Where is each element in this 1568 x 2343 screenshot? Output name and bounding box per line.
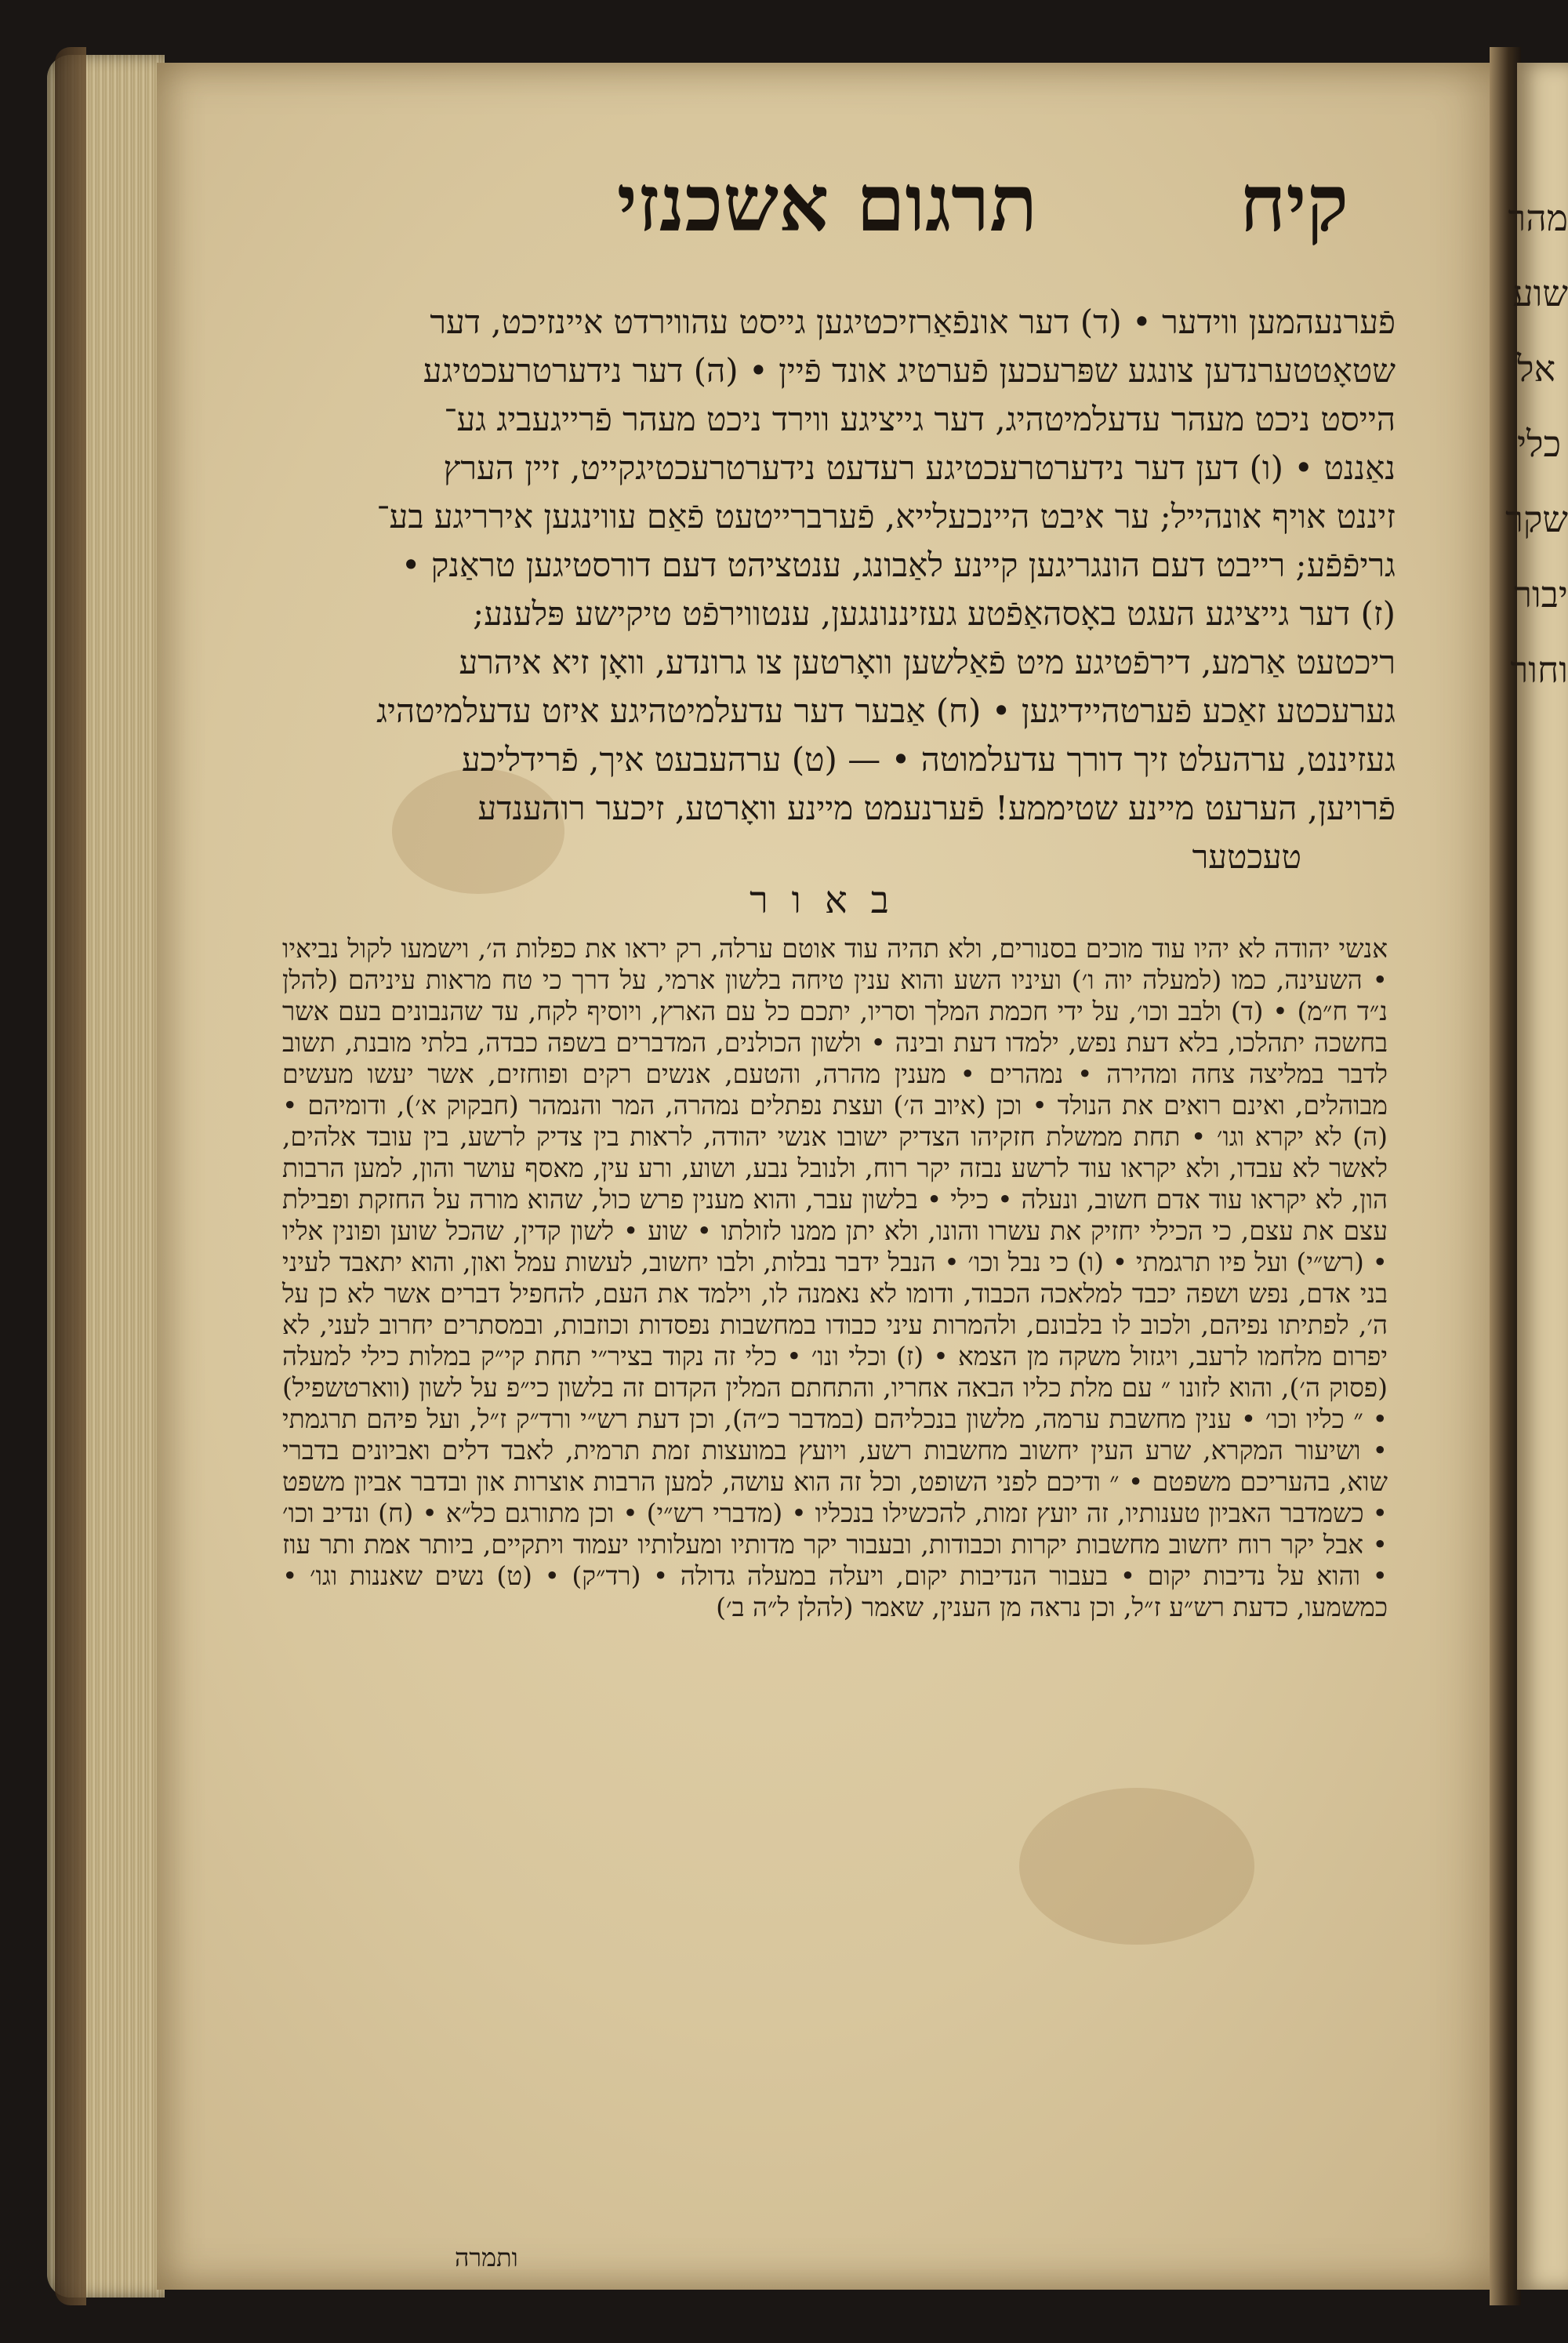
section-heading: באור: [750, 878, 913, 922]
page-number: קיח: [1240, 157, 1348, 249]
commentary-text: אנשי יהודה לא יהיו עוד מוכים בסנורים, ולא תהיה עוד אוטם ערלה, רק יראו את כפלות ה׳, וישמעו לקול נביאיו • השעינה, כמו (למעלה יוה ו׳) ועיניו השע והוא ענין טיחה בלשון ארמי, על דרך כי טח מראות עיניהם (להלן נ״ד ח״מ) • (ד) ולבב וכו׳, על ידי חכמת המלך וסריו, יתכם כל עם הארץ, ויוסיף לקח, עד שהנבונים בעם אשר בחשכה יתהלכו, בלא דעת נפש, ילמדו דעת ובינה • ולשון הכולנים, המדברים בשפה כבדה, בלתי מובנת, תשוב לדבר במליצה צחה ומהירה • נמהרים • מענין מהרה, והטעם, אנשים רקים ופוחזים, אשר יעשו מעשים מבוהלים, ואינם רואים את הנולד • וכן (איוב ה׳) ועצת נפתלים נמהרה, המר והנמהר (חבקוק א׳), ודומיהם • (ה) לא יקרא וגו׳ • תחת ממשלת חזקיהו הצדיק ישובו אנשי יהודה, לראות בין צדיק לרשע, בין עובד אלהים, לאשר לא עבדו, ולא יקראו עוד לרשע נבזה יקר רוח, ולנובל נבע, ושוע, ורע עין, מאסף עושר והון, למען הרבות הון, לא יקראו עוד אדם חשוב, ונעלה • כילי • בלשון עבר, והוא מענין פרש כול, שהוא מורה על החזקת ופבילת עצם את עצם, כי הכילי יחזיק את עשרו והונו, ולא יתן ממנו לזולתו • שוע • לשון קדין, שהכל שוען ופונין אליו • (רש״י) ועל פיו תרגמתי • (ו) כי נבל וכו׳ • הנבל ידבר נבלות, ולבו יחשוב, לעשות עמל ואון, והוא יתאבד לעיני בני אדם, נפש ושפה יכבד למלאכה הכבוד, ודומו לא נאמנה לו, וילמד את העם, להחפיל דברים אשר לא כן על ה׳, לפתיתו נפיהם, ולכוב לו בלבונם, ולהמרות עיני כבודו במחשבות נפסדות וכוזבות, ובמסתרים יחרוב לעני, לא יפרום מלחמו לרעב, ויגזול משקה מן הצמא • (ז) וכלי ונו׳ • כלי זה נקוד בציר״י תחת קי״ק במלות כילי למעלה (פסוק ה׳), והוא לזונו ״ עם מלת כליו הבאה אחריו, והתחתם המלין הקדום זה בלשון כי״פ על לשון (ווארטשפיל) • ״ כליו וכו׳ • ענין מחשבת ערמה, מלשון בנכליהם (במדבר כ״ה), וכן דעת רש״י ורד״ק ז״ל, ועל פיהם תרגמתי • ושיעור המקרא, שרע העין יחשוב מחשבות רשע, ויועץ במועצות זמת תרמית, לאבד דלים ואביונים בדברי שוא, בהעריכם משפטם • ״ ודיכם לפני השופט, וכל זה הוא עושה, למען הרבות אוצרות און ובדבר אביון משפט • כשמדבר האביון טענותיו, זה יועץ זמות, להכשילו בנכליו • (מדברי רש״י) • וכן מתורגם כל״א • (ח) ונדיב וכו׳ • אבל יקר רוח יחשוב מחשבות יקרות וכבודות, ובעבור יקר מדותיו ומעלותיו יעמוד ויתקיים, ביותר אמת ותר עוז • והוא על נדיבות יקום • בעבור הנדיבות יקום, ויעלה במעלה גדולה • (רד״ק) • (ט) נשים שאננות וגו׳ • כמשמעו, כדעת רש״ע ז״ל, וכן נראה מן הענין, שאמר (להלן ל״ה ב׳): [282, 933, 1388, 1622]
text-fragment: שקר: [1505, 498, 1568, 540]
text-line: הייסט ניכט מעהר עדעלמיטהיג, דער גייציגע ווירד ניכט מעהר פֿרייגעביג גע־: [444, 400, 1396, 438]
text-fragment: יבור: [1514, 573, 1568, 616]
text-line: פֿרויען, הערעט מיינע שטיממע! פֿערנעמט מיינע וואָרטע, זיכער רוהענדע: [477, 789, 1396, 827]
translation-text: [267, 298, 1396, 881]
text-fragment: אל: [1517, 347, 1556, 390]
text-line: שטאָטטערנדען צונגע שפּרעכען פֿערטיג אונד פֿיין • (ה) דער נידערטרעכטיגע: [423, 351, 1396, 390]
text-line: געזיננט, ערהעלט זיך דורך עדעלמוטה • — (ט) ערהעבעט איך, פֿרידליכע: [462, 740, 1396, 779]
text-line: זיננט אויף אונהייל; ער איבט היינכעלייא, פֿערברייטעט פֿאַם עווינגען אירריגע בע־: [376, 497, 1396, 536]
running-title: תרגום אשכנזי: [616, 157, 1038, 249]
text-line: גערעכטע זאַכע פֿערטהיידיגען • (ח) אַבער דער עדעלמיטהיגע איזט עדעלמיטהיג: [376, 692, 1396, 730]
text-fragment: וחור: [1510, 648, 1568, 691]
text-line: (ז) דער גייציגע העגט באָסהאַפֿטע געזיננונגען, ענטווירפֿט טיקישע פּלענע;: [473, 594, 1396, 633]
text-fragment: כלי: [1517, 423, 1562, 465]
text-line: פֿערנעהמען ווידער • (ד) דער אונפֿאַרזיכטיגען גייסט עהווירדט איינזיכט, דער: [430, 303, 1396, 341]
text-fragment: שוע: [1512, 272, 1568, 314]
book-cover-edge: [55, 47, 86, 2305]
facing-page-edge: [1505, 63, 1568, 2290]
page-header: [282, 149, 1372, 267]
book-gutter: [1490, 47, 1521, 2305]
catchword: ותמרה: [455, 2243, 518, 2272]
stain: [1019, 1788, 1254, 1945]
text-line: טעכטער: [1192, 837, 1301, 876]
text-line: ריכטעט אַרמע, דירפֿטיגע מיט פֿאַלשען וואָרטען צו גרונדע, וואָן זיא איהרע: [459, 643, 1396, 681]
text-line: גריפֿפֿע; רייבט דעם הונגריגען קיינע לאַבונג, ענטציהט דעם דורסטיגען טראַנק •: [401, 546, 1396, 584]
text-fragment: מהר: [1508, 197, 1568, 239]
text-line: נאַננט • (ו) דען דער נידערטרעכטיגע רעדעט נידערטרעכטיגקייט, זיין הערץ: [443, 449, 1396, 487]
book-page: [157, 63, 1505, 2290]
